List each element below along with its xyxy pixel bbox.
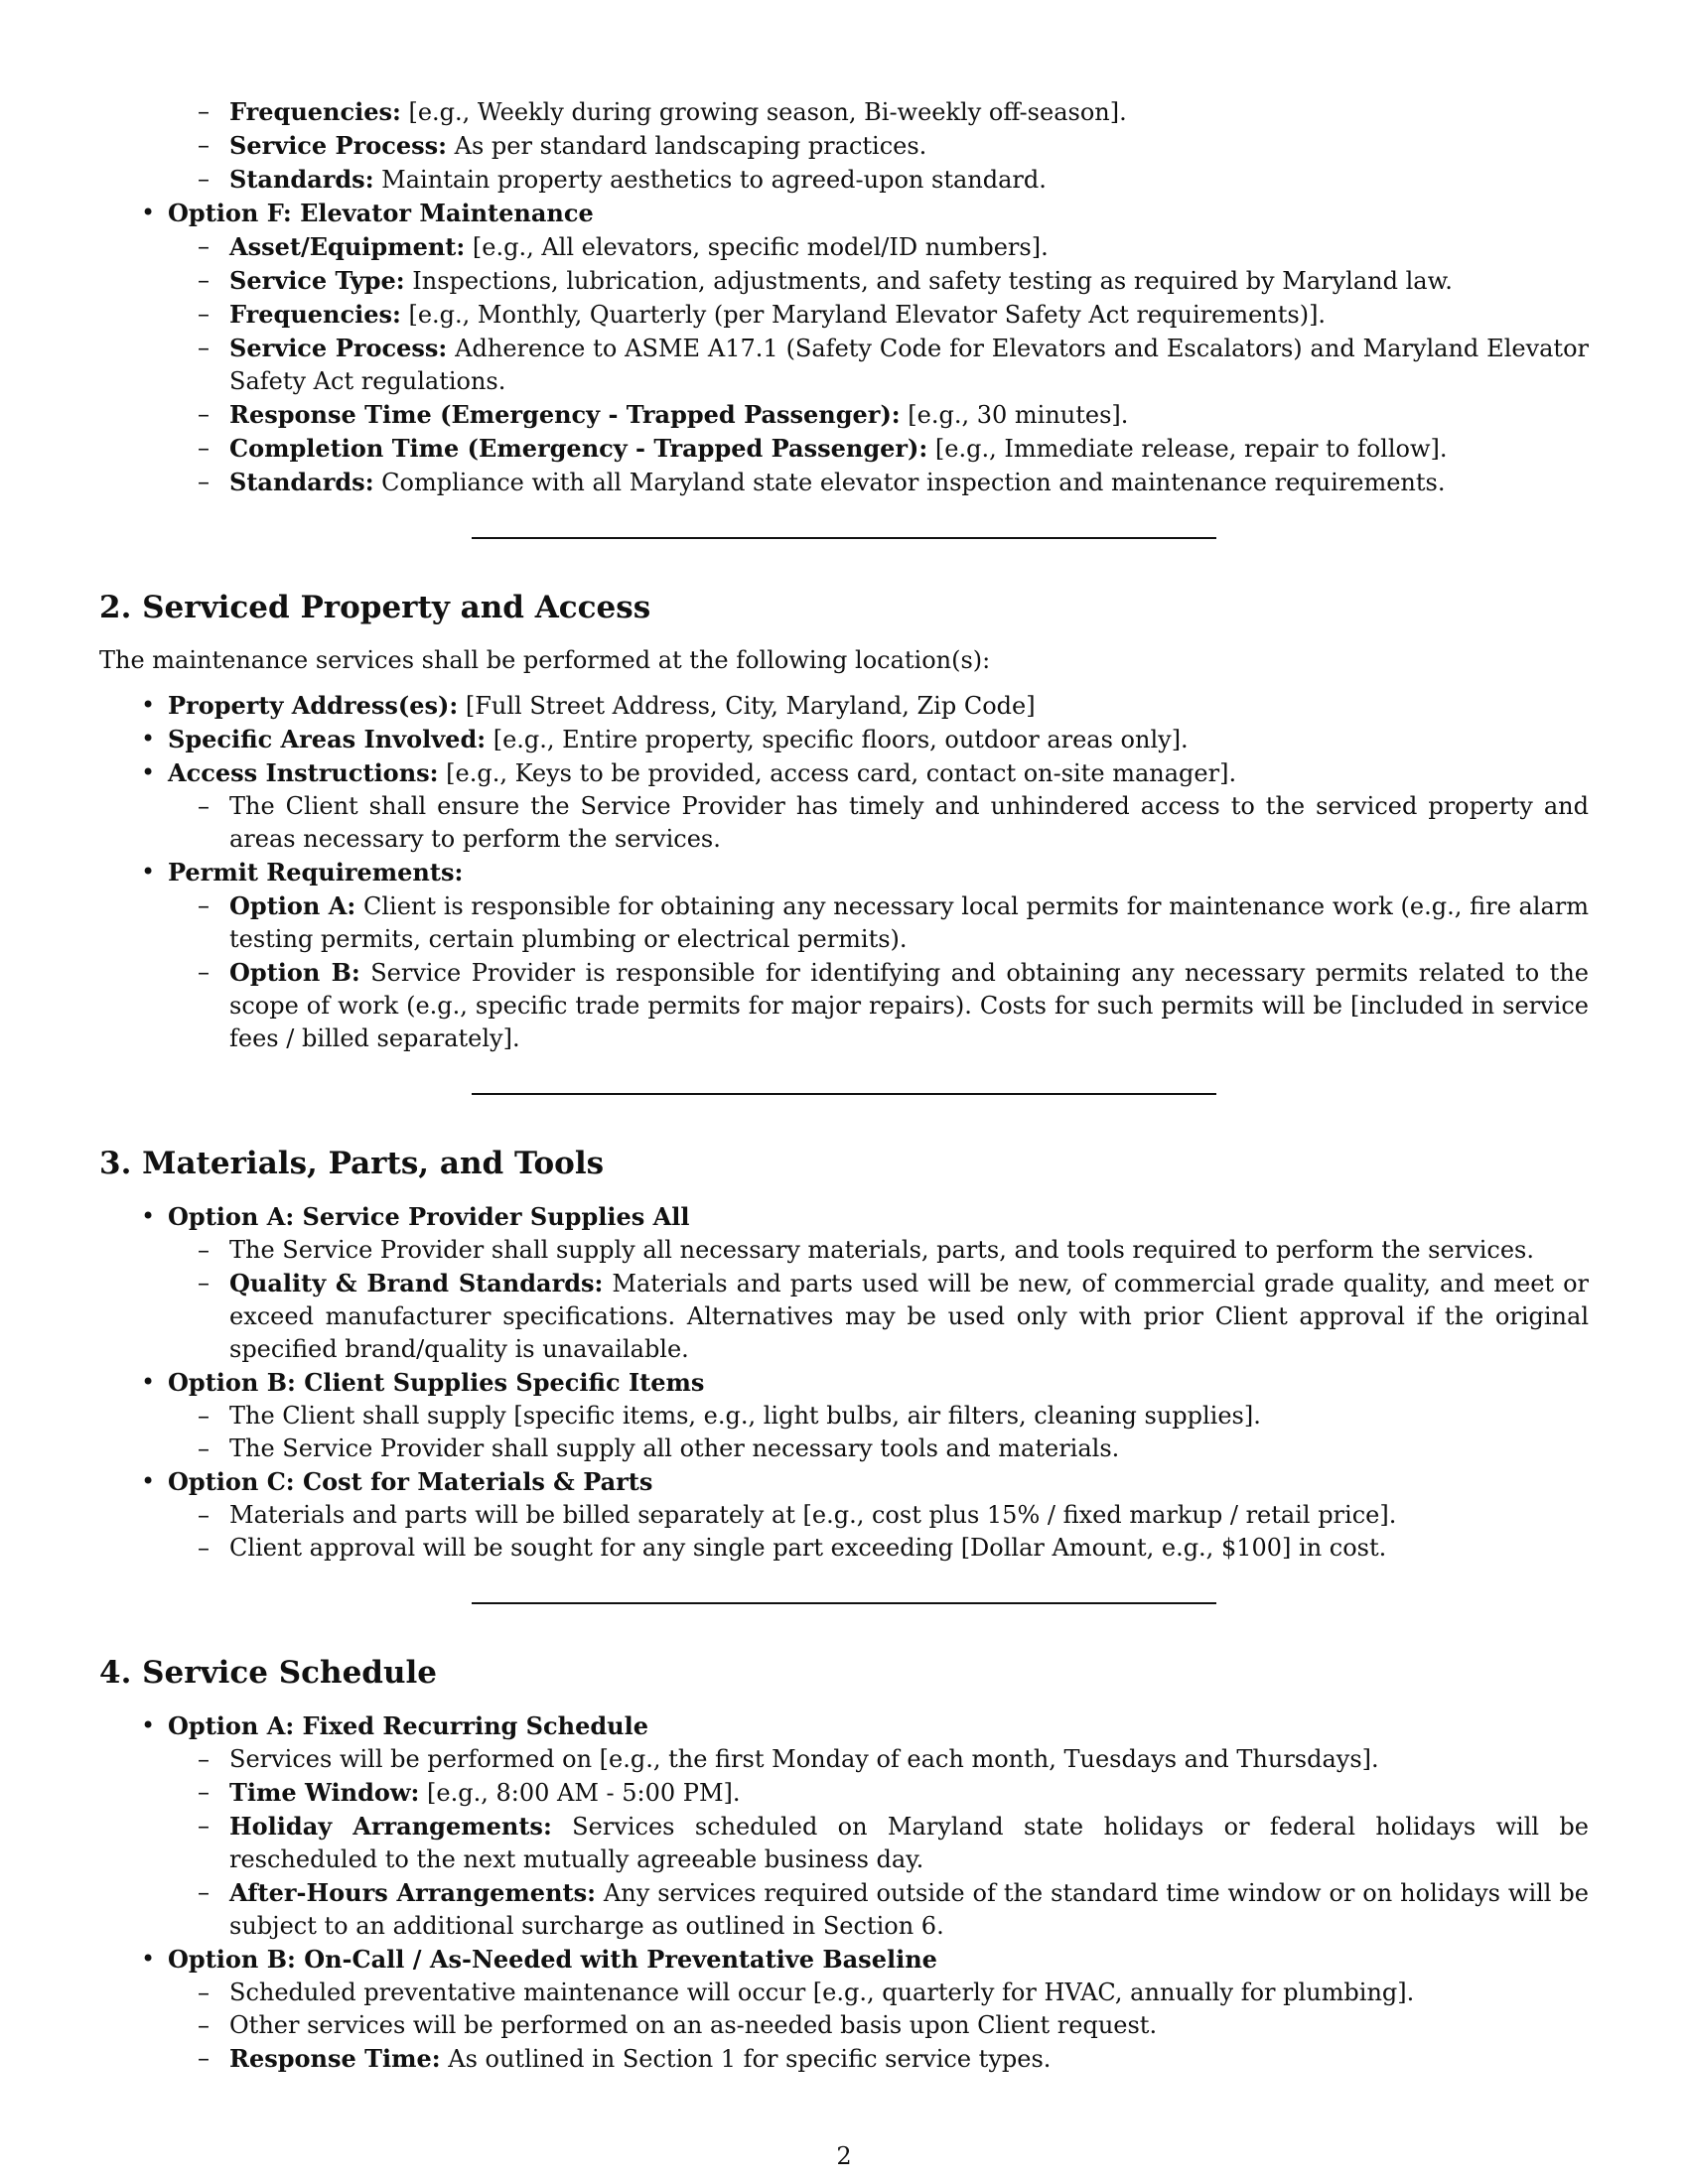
list-item xyxy=(168,756,1589,856)
list-item: – Materials and parts will be billed separately at [e.g., cost plus 15% / fixed markup / retail price]. xyxy=(229,1499,1589,1532)
item-text: Any services required outside of the standard time window or on holidays will be subject to an additional surcharge as outlined in Section 6. xyxy=(229,1879,1589,1940)
option-subitems xyxy=(168,1234,1589,1366)
list-item: – The Client shall ensure the Service Provider has timely and unhindered access to the serviced property and areas necessary to perform the services. xyxy=(229,790,1589,856)
list-item xyxy=(229,230,1589,264)
item-label: Access Instructions: xyxy=(168,758,439,787)
item-label: Response Time: xyxy=(229,2044,441,2073)
list-item xyxy=(229,956,1589,1055)
list-item: – The Client shall supply [specific items, e.g., light bulbs, air filters, cleaning supplies]. xyxy=(229,1400,1589,1433)
list-item xyxy=(229,889,1589,956)
list-item xyxy=(168,197,1589,499)
list-item xyxy=(229,163,1589,197)
list-item xyxy=(168,723,1589,756)
item-text: [e.g., 8:00 AM - 5:00 PM]. xyxy=(419,1779,741,1807)
item-text: Services scheduled on Maryland state holidays or federal holidays will be rescheduled to the next mutually agreeable business day. xyxy=(229,1813,1589,1873)
section-divider xyxy=(472,537,1216,539)
list-item xyxy=(168,1200,1589,1366)
list-item xyxy=(168,1465,1589,1565)
option-title: Option C: Cost for Materials & Parts xyxy=(168,1467,653,1496)
document-page xyxy=(99,95,1589,2076)
item-label: Standards: xyxy=(229,468,374,496)
section-heading: 2. Serviced Property and Access xyxy=(99,590,651,625)
option-title: Option B: On-Call / As-Needed with Preventative Baseline xyxy=(168,1945,937,1974)
option-subitems xyxy=(168,1743,1589,1943)
item-text: [e.g., Weekly during growing season, Bi-weekly off-season]. xyxy=(400,98,1127,126)
list-item xyxy=(229,398,1589,432)
item-label: Frequencies: xyxy=(229,97,401,126)
section-heading: 3. Materials, Parts, and Tools xyxy=(99,1146,605,1181)
item-text: [Full Street Address, City, Maryland, Zip Code] xyxy=(458,692,1036,720)
item-text: [e.g., Immediate release, repair to follow]. xyxy=(927,435,1448,463)
list-item xyxy=(229,1876,1589,1943)
option-f-list xyxy=(99,197,1589,499)
list-item xyxy=(229,264,1589,298)
item-label: Quality & Brand Standards: xyxy=(229,1269,604,1297)
item-text: Inspections, lubrication, adjustments, and safety testing as required by Maryland law. xyxy=(404,267,1453,295)
item-label: Property Address(es): xyxy=(168,691,459,720)
item-text: [e.g., Monthly, Quarterly (per Maryland Elevator Safety Act requirements)]. xyxy=(400,301,1327,329)
item-label: Service Type: xyxy=(229,266,405,295)
option-title: Option B: Client Supplies Specific Items xyxy=(168,1368,705,1397)
section2-list xyxy=(99,689,1589,1055)
item-text: Maintain property aesthetics to agreed-upon standard. xyxy=(373,166,1047,194)
item-label: Service Process: xyxy=(229,131,448,160)
section-heading: 4. Service Schedule xyxy=(99,1655,438,1691)
item-label: Frequencies: xyxy=(229,300,401,329)
item-label: Option A: xyxy=(229,891,356,920)
item-label: Specific Areas Involved: xyxy=(168,725,487,753)
option-title: Option A: Fixed Recurring Schedule xyxy=(168,1711,648,1740)
section-divider xyxy=(472,1093,1216,1095)
item-text: Materials and parts used will be new, of commercial grade quality, and meet or exceed manufacturer specifications. Alternatives may be used only with prior Client approval if the original specified brand/quality is unavailable. xyxy=(229,1270,1589,1363)
item-label: Option B: xyxy=(229,958,360,987)
item-label: Standards: xyxy=(229,165,374,194)
option-subitems xyxy=(168,1499,1589,1565)
list-item xyxy=(229,1267,1589,1366)
list-item xyxy=(229,432,1589,466)
access-subitems xyxy=(168,790,1589,856)
option-title: Option F: Elevator Maintenance xyxy=(168,199,594,227)
list-item xyxy=(229,1776,1589,1810)
item-text: [e.g., 30 minutes]. xyxy=(900,401,1129,429)
item-label: After-Hours Arrangements: xyxy=(229,1878,596,1907)
item-text: Compliance with all Maryland state elevator inspection and maintenance requirements. xyxy=(373,469,1446,496)
list-item: – Other services will be performed on an as-needed basis upon Client request. xyxy=(229,2009,1589,2042)
landscaping-subitems xyxy=(106,95,1589,197)
list-item: – Services will be performed on [e.g., the first Monday of each month, Tuesdays and Thursdays]. xyxy=(229,1743,1589,1776)
item-text: Adherence to ASME A17.1 (Safety Code for Elevators and Escalators) and Maryland Elevator Safety Act regulations. xyxy=(229,335,1590,395)
list-item xyxy=(168,1943,1589,2076)
item-text: [e.g., All elevators, specific model/ID numbers]. xyxy=(465,233,1049,261)
list-item: – The Service Provider shall supply all other necessary tools and materials. xyxy=(229,1433,1589,1465)
list-item: – The Service Provider shall supply all necessary materials, parts, and tools required to perform the services. xyxy=(229,1234,1589,1267)
item-text: As per standard landscaping practices. xyxy=(447,132,927,160)
option-f-subitems xyxy=(168,230,1589,499)
section4-list xyxy=(99,1709,1589,2076)
item-label: Asset/Equipment: xyxy=(229,232,466,261)
list-item xyxy=(168,689,1589,723)
list-item xyxy=(229,129,1589,163)
item-text: As outlined in Section 1 for specific service types. xyxy=(440,2045,1052,2073)
section3-list xyxy=(99,1200,1589,1565)
option-subitems xyxy=(168,1400,1589,1465)
item-text: [e.g., Keys to be provided, access card, contact on-site manager]. xyxy=(438,759,1237,787)
list-item xyxy=(229,1810,1589,1876)
item-label: Holiday Arrangements: xyxy=(229,1812,552,1841)
option-subitems xyxy=(168,1977,1589,2076)
option-title: Option A: Service Provider Supplies All xyxy=(168,1202,690,1231)
list-item: – Client approval will be sought for any single part exceeding [Dollar Amount, e.g., $100] in cost. xyxy=(229,1532,1589,1565)
item-label: Permit Requirements: xyxy=(168,858,464,887)
list-item xyxy=(168,1709,1589,1943)
section-divider xyxy=(472,1602,1216,1604)
section1-continuation xyxy=(99,95,1589,197)
list-item xyxy=(229,95,1589,129)
item-label: Service Process: xyxy=(229,334,448,362)
item-text: Client is responsible for obtaining any necessary local permits for maintenance work (e.g., fire alarm testing permits, certain plumbing or electrical permits). xyxy=(229,892,1590,953)
item-label: Response Time (Emergency - Trapped Passenger): xyxy=(229,400,901,429)
item-text: [e.g., Entire property, specific floors, outdoor areas only]. xyxy=(486,726,1189,753)
permit-subitems xyxy=(168,889,1589,1055)
list-item xyxy=(229,466,1589,499)
list-item: – Scheduled preventative maintenance will occur [e.g., quarterly for HVAC, annually for plumbing]. xyxy=(229,1977,1589,2009)
list-item xyxy=(229,332,1589,398)
list-item xyxy=(229,298,1589,332)
list-item xyxy=(168,1366,1589,1465)
item-label: Time Window: xyxy=(229,1778,420,1807)
item-text: Service Provider is responsible for identifying and obtaining any necessary permits related to the scope of work (e.g., specific trade permits for major repairs). Costs for such permits will be [included in service fees / billed separately]. xyxy=(229,959,1589,1052)
section-intro: The maintenance services shall be performed at the following location(s): xyxy=(99,646,991,674)
list-item xyxy=(168,856,1589,1055)
list-item xyxy=(229,2042,1589,2076)
page-number: 2 xyxy=(836,2142,852,2170)
item-label: Completion Time (Emergency - Trapped Passenger): xyxy=(229,434,928,463)
list-item xyxy=(168,95,1589,197)
